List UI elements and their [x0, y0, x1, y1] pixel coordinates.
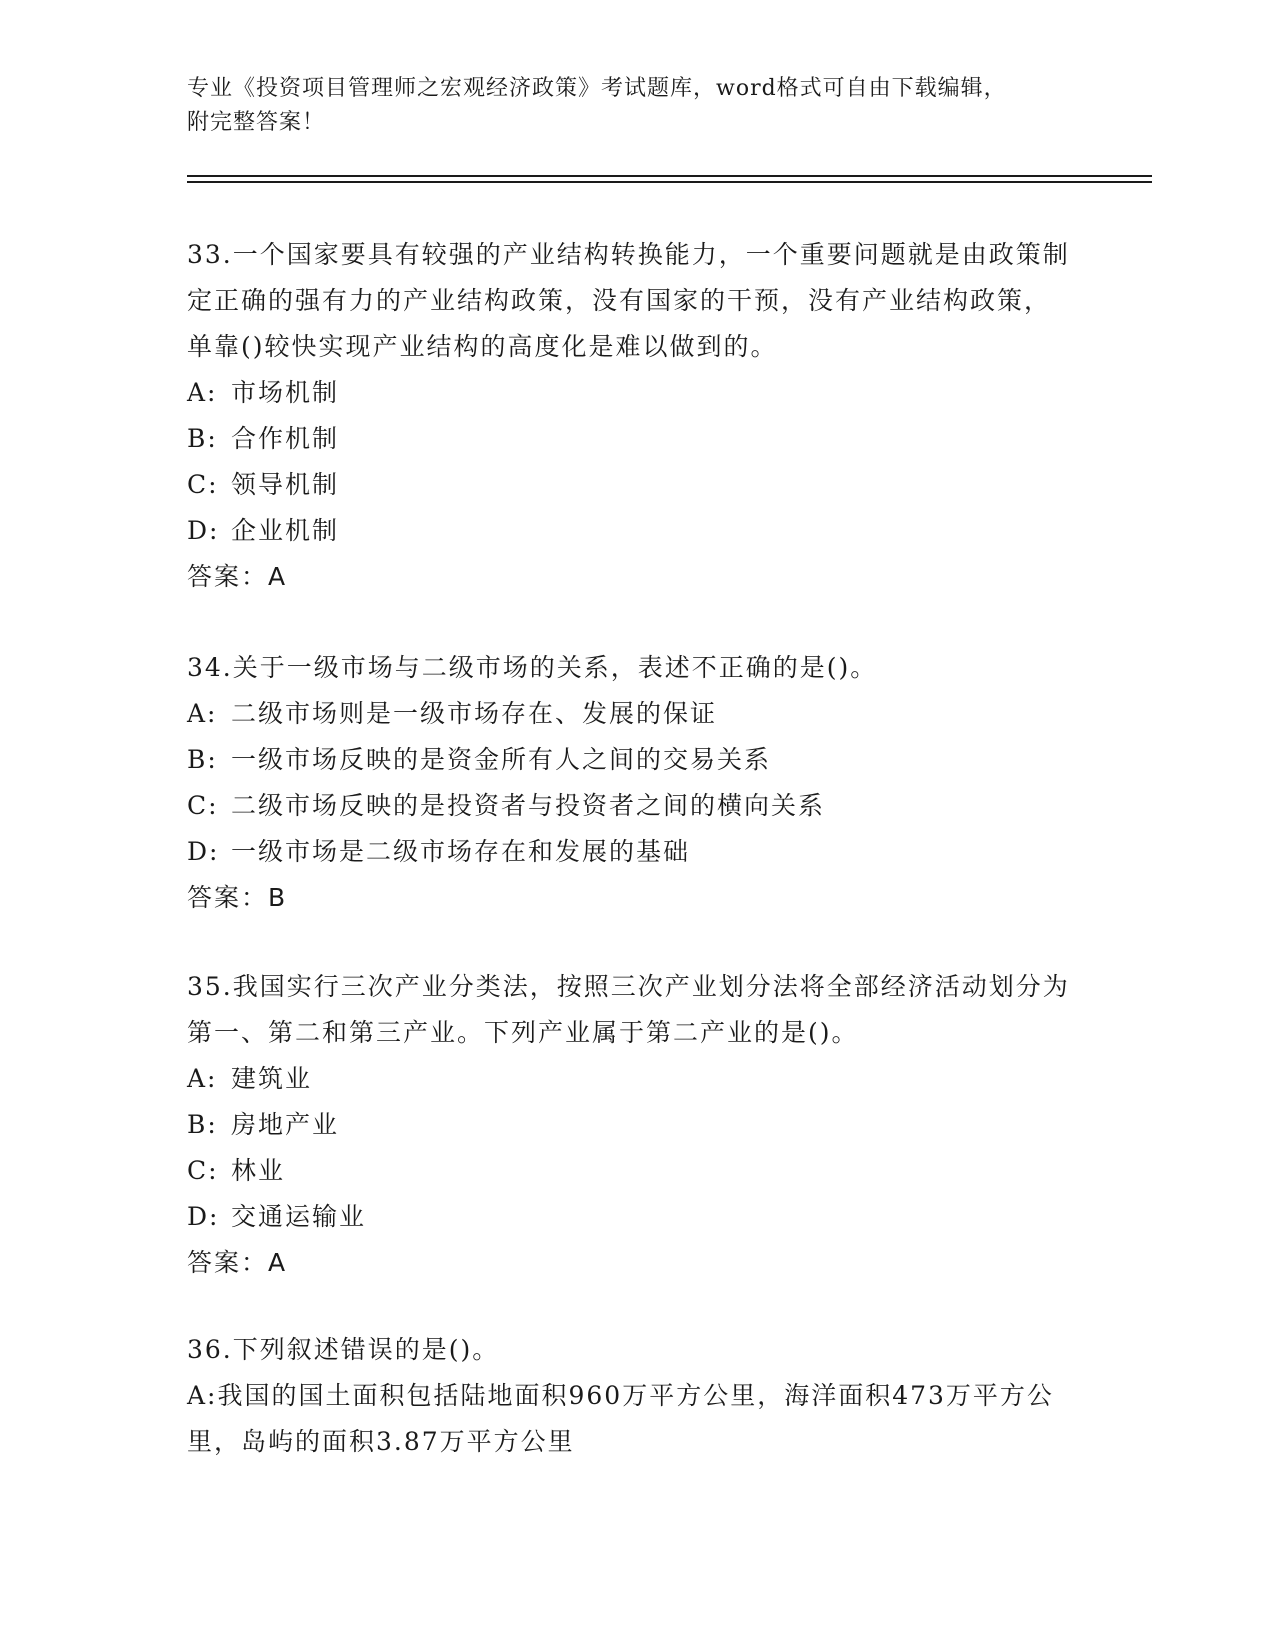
option-letter: C:: [187, 791, 219, 820]
option-a: [187, 691, 1077, 737]
option-text: 二级市场则是一级市场存在、发展的保证: [231, 699, 718, 728]
option-letter: A:: [187, 1064, 218, 1093]
answer-line: [187, 554, 1077, 600]
option-d: [187, 508, 1077, 554]
option-letter: B:: [187, 1110, 218, 1139]
option-c: [187, 462, 1077, 508]
option-a: [187, 1056, 1077, 1102]
option-text: 房地产业: [231, 1110, 340, 1139]
option-letter: A:: [187, 1381, 218, 1410]
option-a: [187, 370, 1077, 416]
answer-line: [187, 875, 1077, 921]
header-divider-bottom: [187, 181, 1152, 183]
option-c: [187, 783, 1077, 829]
option-text: 二级市场反映的是投资者与投资者之间的横向关系: [231, 791, 826, 820]
option-text: 合作机制: [231, 424, 340, 453]
question-34: [187, 645, 1077, 921]
option-text: 市场机制: [231, 378, 340, 407]
option-letter: B:: [187, 745, 218, 774]
answer-value: B: [268, 883, 288, 912]
header-divider-top: [187, 175, 1152, 177]
question-stem: 33.一个国家要具有较强的产业结构转换能力，一个重要问题就是由政策制定正确的强有力的产业结构政策，没有国家的干预，没有产业结构政策，单靠()较快实现产业结构的高度化是难以做到的。: [187, 240, 1070, 361]
option-text: 建筑业: [231, 1064, 313, 1093]
option-b: [187, 1102, 1077, 1148]
option-text: 交通运输业: [231, 1202, 367, 1231]
option-letter: A:: [187, 699, 218, 728]
option-text: 一级市场是二级市场存在和发展的基础: [231, 837, 691, 866]
option-text: 企业机制: [231, 516, 340, 545]
option-letter: A:: [187, 378, 218, 407]
option-b: [187, 416, 1077, 462]
option-a: [187, 1373, 1077, 1465]
option-b: [187, 737, 1077, 783]
option-text: 领导机制: [231, 470, 340, 499]
option-d: [187, 829, 1077, 875]
option-text: 一级市场反映的是资金所有人之间的交易关系: [231, 745, 772, 774]
header-line-2: 附完整答案！: [187, 110, 326, 135]
question-35: [187, 964, 1077, 1286]
option-text: 我国的国土面积包括陆地面积960万平方公里，海洋面积473万平方公里，岛屿的面积3.87万平方公里: [187, 1381, 1054, 1456]
answer-label: 答案：: [187, 562, 269, 591]
option-d: [187, 1194, 1077, 1240]
option-letter: D:: [187, 516, 220, 545]
question-36: [187, 1327, 1077, 1465]
answer-label: 答案：: [187, 883, 269, 912]
answer-label: 答案：: [187, 1248, 269, 1277]
option-letter: C:: [187, 470, 219, 499]
document-header: [187, 72, 1087, 140]
question-stem: 35.我国实行三次产业分类法，按照三次产业划分法将全部经济活动划分为第一、第二和第三产业。下列产业属于第二产业的是()。: [187, 972, 1070, 1047]
question-33: [187, 232, 1077, 600]
option-text: 林业: [231, 1156, 286, 1185]
option-letter: D:: [187, 1202, 220, 1231]
option-letter: C:: [187, 1156, 219, 1185]
header-line-1: 专业《投资项目管理师之宏观经济政策》考试题库，word格式可自由下载编辑，: [187, 76, 1007, 101]
question-stem: 36.下列叙述错误的是()。: [187, 1335, 500, 1364]
answer-value: A: [268, 1248, 288, 1277]
question-stem: 34.关于一级市场与二级市场的关系，表述不正确的是()。: [187, 653, 878, 682]
answer-line: [187, 1240, 1077, 1286]
option-c: [187, 1148, 1077, 1194]
option-letter: D:: [187, 837, 220, 866]
option-letter: B:: [187, 424, 218, 453]
answer-value: A: [268, 562, 288, 591]
